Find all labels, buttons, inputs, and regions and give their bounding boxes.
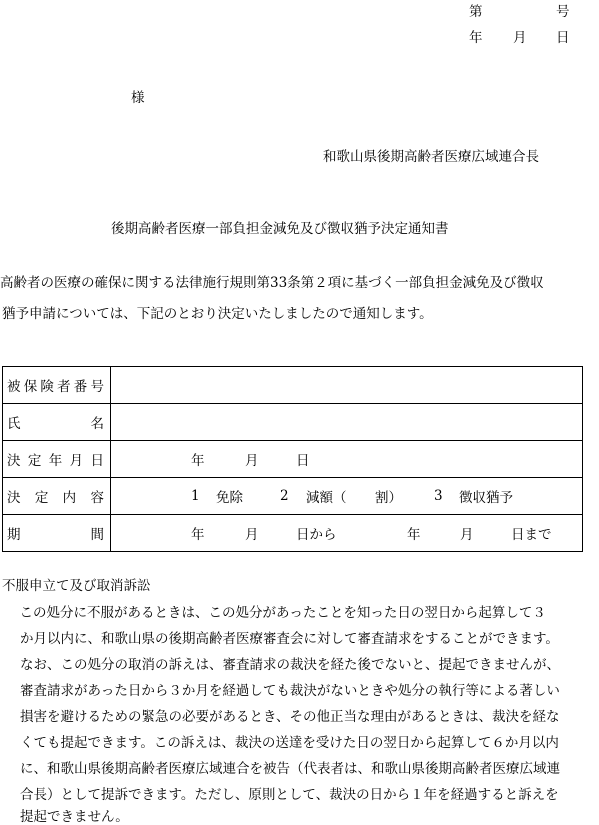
value-period[interactable]: 年 月 日から 年 月 日まで [111, 515, 583, 552]
appeal-line: に、和歌山県後期高齢者医療広域連合を被告（代表者は、和歌山県後期高齢者医療広域連 [20, 761, 560, 777]
option-1-number: 1 [191, 488, 200, 504]
label-name: 氏 名 [3, 404, 111, 441]
label-decision-content: 決 定 内 容 [3, 478, 111, 515]
intro-line: 猶予申請については、下記のとおり決定いたしましたので通知します。 [2, 306, 433, 322]
row-name [3, 404, 583, 441]
row-decision-content [3, 478, 583, 515]
appeal-line: か月以内に、和歌山県の後期高齢者医療審査会に対して審査請求をすることができます。 [20, 631, 559, 647]
appeal-line: 審査請求があった日から３か月を経過しても裁決がないときや処分の執行等による著しい [20, 683, 560, 699]
label-decision-date: 決 定 年 月 日 [3, 441, 111, 478]
option-3-number: 3 [434, 488, 443, 504]
date-month: 月 [513, 30, 527, 46]
option-reduction-ratio[interactable]: 割） [375, 490, 402, 506]
appeal-line: この処分に不服があるときは、この処分があったことを知った日の翌日から起算して３ [6, 605, 546, 621]
label-insured-number: 被 保 険 者 番 号 [3, 367, 111, 404]
option-deferral[interactable]: 徴収猶予 [459, 490, 513, 506]
value-name[interactable] [111, 404, 583, 441]
date-year: 年 [469, 30, 483, 46]
label-period: 期 間 [3, 515, 111, 552]
intro-line: 高齢者の医療の確保に関する法律施行規則第33条第２項に基づく一部負担金減免及び徴収 [0, 275, 544, 291]
date-day: 日 [556, 30, 570, 46]
row-period [3, 515, 583, 552]
appeal-line: なお、この処分の取消の訴えは、審査請求の裁決を経た後でないと、提起できませんが、 [20, 657, 560, 673]
recipient-suffix: 様 [131, 90, 145, 106]
value-insured-number[interactable] [111, 367, 583, 404]
sender-name: 和歌山県後期高齢者医療広域連合長 [323, 149, 539, 165]
appeal-line: 提起できません。 [20, 809, 129, 825]
appeal-line: 合長）として提訴できます。ただし、原則として、裁決の日から１年を経過すると訴えを [20, 787, 559, 803]
value-decision-content [111, 478, 583, 515]
option-2-number: 2 [280, 488, 289, 504]
row-decision-date [3, 441, 583, 478]
appeal-line: 損害を避けるための緊急の必要があるとき、その他正当な理由があるときは、裁決を経な [20, 709, 560, 725]
document-title: 後期高齢者医療一部負担金減免及び徴収猶予決定通知書 [111, 221, 449, 237]
appeal-heading: 不服申立て及び取消訴訟 [2, 578, 151, 594]
row-insured-number [3, 367, 583, 404]
option-exemption[interactable]: 免除 [216, 490, 243, 506]
info-table [2, 366, 583, 552]
appeal-line: くても提起できます。この訴えは、裁決の送達を受けた日の翌日から起算して６か月以内 [20, 735, 559, 751]
option-reduction[interactable]: 減額（ [306, 490, 347, 506]
number-suffix: 号 [556, 4, 570, 20]
value-decision-date[interactable]: 年 月 日 [111, 441, 583, 478]
number-prefix: 第 [469, 4, 483, 20]
